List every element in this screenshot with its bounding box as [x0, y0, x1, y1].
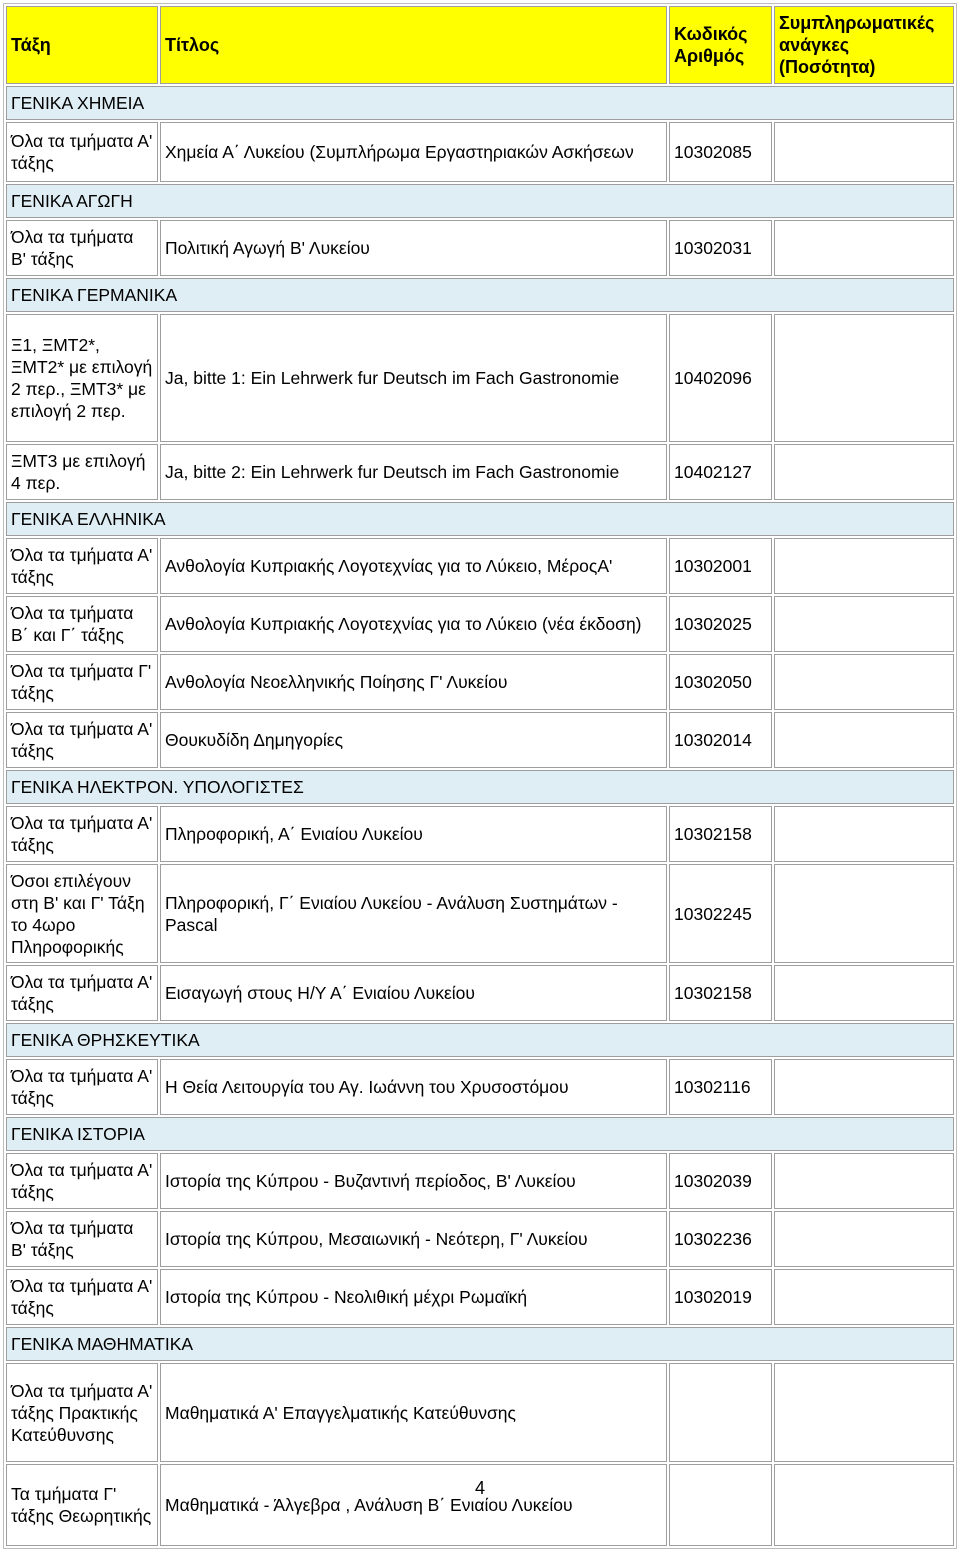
code-cell: 10302245 — [669, 864, 772, 963]
class-cell: Όλα τα τμήματα Α' τάξης — [6, 1059, 158, 1115]
code-cell — [669, 1464, 772, 1546]
book-row — [6, 538, 954, 594]
title-cell: Πολιτική Αγωγή Β' Λυκείου — [160, 220, 667, 276]
code-cell: 10302050 — [669, 654, 772, 710]
book-row — [6, 864, 954, 963]
code-cell: 10302025 — [669, 596, 772, 652]
code-cell: 10302014 — [669, 712, 772, 768]
title-cell: Θουκυδίδη Δημηγορίες — [160, 712, 667, 768]
section-row — [6, 86, 954, 120]
code-cell: 10302158 — [669, 965, 772, 1021]
book-list-table — [3, 3, 957, 1549]
section-title: ΓΕΝΙΚΑ ΗΛΕΚΤΡΟΝ. ΥΠΟΛΟΓΙΣΤΕΣ — [6, 770, 954, 804]
book-row — [6, 654, 954, 710]
code-cell: 10302039 — [669, 1153, 772, 1209]
title-cell: Εισαγωγή στους Η/Υ Α΄ Ενιαίου Λυκείου — [160, 965, 667, 1021]
needs-cell — [774, 806, 954, 862]
needs-cell — [774, 538, 954, 594]
book-row — [6, 314, 954, 442]
class-cell: Όλα τα τμήματα Α' τάξης — [6, 538, 158, 594]
class-cell: Όλα τα τμήματα Β' τάξης — [6, 1211, 158, 1267]
title-cell: Ιστορία της Κύπρου, Μεσαιωνική - Νεότερη, Γ' Λυκείου — [160, 1211, 667, 1267]
book-row — [6, 596, 954, 652]
title-cell: Η Θεία Λειτουργία του Αγ. Ιωάννη του Χρυσοστόμου — [160, 1059, 667, 1115]
header-class: Τάξη — [6, 6, 158, 84]
code-cell: 10402127 — [669, 444, 772, 500]
section-title: ΓΕΝΙΚΑ ΘΡΗΣΚΕΥΤΙΚΑ — [6, 1023, 954, 1057]
needs-cell — [774, 122, 954, 182]
code-cell: 10302001 — [669, 538, 772, 594]
page — [3, 3, 957, 1549]
header-needs: Συμπληρωματικές ανάγκες (Ποσότητα) — [774, 6, 954, 84]
needs-cell — [774, 1059, 954, 1115]
header-row — [6, 6, 954, 84]
class-cell: Ξ1, ΞΜΤ2*, ΞΜΤ2* με επιλογή 2 περ., ΞΜΤ3* με επιλογή 2 περ. — [6, 314, 158, 442]
book-row — [6, 965, 954, 1021]
needs-cell — [774, 654, 954, 710]
code-cell: 10302019 — [669, 1269, 772, 1325]
book-row — [6, 220, 954, 276]
section-row — [6, 1117, 954, 1151]
section-row — [6, 1023, 954, 1057]
class-cell: Όλα τα τμήματα Β΄ και Γ΄ τάξης — [6, 596, 158, 652]
book-row — [6, 712, 954, 768]
header-title: Τίτλος — [160, 6, 667, 84]
class-cell: Όλα τα τμήματα Α' τάξης — [6, 712, 158, 768]
book-row — [6, 1363, 954, 1462]
title-cell: Μαθηματικά Α' Επαγγελματικής Κατεύθυνσης — [160, 1363, 667, 1462]
class-cell: Όλα τα τμήματα Α' τάξης — [6, 122, 158, 182]
section-row — [6, 1327, 954, 1361]
class-cell: ΞΜΤ3 με επιλογή 4 περ. — [6, 444, 158, 500]
needs-cell — [774, 864, 954, 963]
section-title: ΓΕΝΙΚΑ ΑΓΩΓΗ — [6, 184, 954, 218]
code-cell: 10402096 — [669, 314, 772, 442]
needs-cell — [774, 1153, 954, 1209]
class-cell: Όλα τα τμήματα Α' τάξης — [6, 965, 158, 1021]
book-row — [6, 806, 954, 862]
section-title: ΓΕΝΙΚΑ ΧΗΜΕΙΑ — [6, 86, 954, 120]
class-cell: Όλα τα τμήματα Γ' τάξης — [6, 654, 158, 710]
code-cell: 10302158 — [669, 806, 772, 862]
title-cell: Ανθολογία Νεοελληνικής Ποίησης Γ' Λυκείου — [160, 654, 667, 710]
needs-cell — [774, 444, 954, 500]
title-cell: Πληροφορική, Α΄ Ενιαίου Λυκείου — [160, 806, 667, 862]
needs-cell — [774, 220, 954, 276]
code-cell: 10302116 — [669, 1059, 772, 1115]
class-cell: Όσοι επιλέγουν στη Β' και Γ' Τάξη το 4ωρο Πληροφορικής — [6, 864, 158, 963]
header-code: Κωδικός Αριθμός — [669, 6, 772, 84]
needs-cell — [774, 712, 954, 768]
title-cell: Ανθολογία Κυπριακής Λογοτεχνίας για το Λύκειο, ΜέροςΑ' — [160, 538, 667, 594]
needs-cell — [774, 1211, 954, 1267]
section-row — [6, 278, 954, 312]
book-row — [6, 122, 954, 182]
section-row — [6, 184, 954, 218]
code-cell: 10302085 — [669, 122, 772, 182]
class-cell: Όλα τα τμήματα Α' τάξης — [6, 1153, 158, 1209]
section-title: ΓΕΝΙΚΑ ΓΕΡΜΑΝΙΚΑ — [6, 278, 954, 312]
class-cell: Όλα τα τμήματα Α' τάξης — [6, 806, 158, 862]
code-cell — [669, 1363, 772, 1462]
section-title: ΓΕΝΙΚΑ ΜΑΘΗΜΑΤΙΚΑ — [6, 1327, 954, 1361]
section-title: ΓΕΝΙΚΑ ΕΛΛΗΝΙΚΑ — [6, 502, 954, 536]
book-row — [6, 1153, 954, 1209]
section-row — [6, 502, 954, 536]
page-number: 4 — [474, 1478, 485, 1498]
section-title: ΓΕΝΙΚΑ ΙΣΤΟΡΙΑ — [6, 1117, 954, 1151]
needs-cell — [774, 1363, 954, 1462]
needs-cell — [774, 1269, 954, 1325]
title-cell: Χημεία Α΄ Λυκείου (Συμπλήρωμα Εργαστηριακών Ασκήσεων — [160, 122, 667, 182]
section-row — [6, 770, 954, 804]
book-row — [6, 1211, 954, 1267]
class-cell: Όλα τα τμήματα Β' τάξης — [6, 220, 158, 276]
needs-cell — [774, 965, 954, 1021]
title-cell: Ανθολογία Κυπριακής Λογοτεχνίας για το Λύκειο (νέα έκδοση) — [160, 596, 667, 652]
book-row — [6, 1059, 954, 1115]
title-cell: Πληροφορική, Γ΄ Ενιαίου Λυκείου - Ανάλυση Συστημάτων - Pascal — [160, 864, 667, 963]
code-cell: 10302031 — [669, 220, 772, 276]
code-cell: 10302236 — [669, 1211, 772, 1267]
book-row — [6, 1464, 954, 1546]
class-cell: Τα τμήματα Γ' τάξης Θεωρητικής — [6, 1464, 158, 1546]
class-cell: Όλα τα τμήματα Α' τάξης Πρακτικής Κατεύθυνσης — [6, 1363, 158, 1462]
title-cell: Ιστορία της Κύπρου - Βυζαντινή περίοδος, Β' Λυκείου — [160, 1153, 667, 1209]
title-cell: Ja, bitte 1: Ein Lehrwerk fur Deutsch im Fach Gastronomie — [160, 314, 667, 442]
book-row — [6, 444, 954, 500]
class-cell: Όλα τα τμήματα Α' τάξης — [6, 1269, 158, 1325]
needs-cell — [774, 1464, 954, 1546]
title-cell: Ja, bitte 2: Ein Lehrwerk fur Deutsch im Fach Gastronomie — [160, 444, 667, 500]
title-cell: Ιστορία της Κύπρου - Νεολιθική μέχρι Ρωμαϊκή — [160, 1269, 667, 1325]
book-row — [6, 1269, 954, 1325]
title-cell: Μαθηματικά - Άλγεβρα , Ανάλυση Β΄ Ενιαίου Λυκείου — [160, 1464, 667, 1546]
needs-cell — [774, 596, 954, 652]
needs-cell — [774, 314, 954, 442]
